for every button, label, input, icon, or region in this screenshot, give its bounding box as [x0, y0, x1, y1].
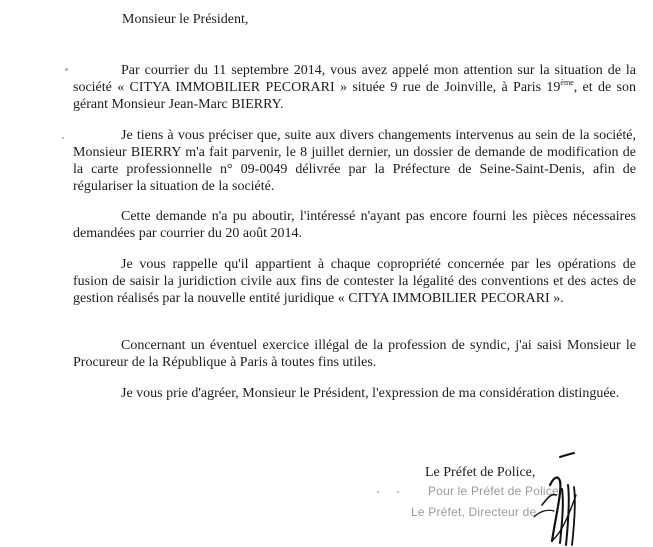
paragraph-6: Je vous prie d'agréer, Monsieur le Président, l'expression de ma considération distinguée. [121, 386, 620, 401]
paragraph-3: Cette demande n'a pu aboutir, l'intéressé n'ayant pas encore fourni les pièces nécessaires demandées par courrier du 20 août 2014. [73, 209, 636, 241]
paragraph-5: Concernant un éventuel exercice illégal de la profession de syndic, j'ai saisi Monsieur le Procureur de la République à Paris à toutes fins utiles. [73, 338, 636, 370]
handwritten-signature [490, 445, 610, 547]
paragraph-1-text-end: , et de son gérant Monsieur Jean-Marc BIERRY. [73, 80, 636, 112]
scan-speck [62, 137, 64, 139]
scan-speck [397, 491, 399, 493]
paragraph-1-text: Par courrier du 11 septembre 2014, vous avez appelé mon attention sur la situation de la société « CITYA IMMOBILIER PECORARI » située 9 rue de Joinville, à Paris 19 [73, 63, 636, 95]
salutation: Monsieur le Président, [122, 12, 249, 27]
scan-speck [377, 491, 379, 493]
scan-speck [65, 68, 68, 71]
superscript-ordinal: ème [560, 78, 574, 87]
paragraph-2: Je tiens à vous préciser que, suite aux divers changements intervenus au sein de la société, Monsieur BIERRY m'a fait parvenir, le 8 juillet dernier, un dossier de demande de modification de la carte professionnelle n° 09-0049 délivrée par la Préfecture de Seine-Saint-Denis, afin de régulariser la situation de la société. [73, 128, 636, 194]
paragraph-4: Je vous rappelle qu'il appartient à chaque copropriété concernée par les opérations de fusion de saisir la juridiction civile aux fins de contester la légalité des conventions et des actes de gestion réalisés par la nouvelle entité juridique « CITYA IMMOBILIER PECORARI ». [73, 257, 636, 306]
stamp-line-2: Le Préfet, Directeur de [411, 505, 537, 519]
stamp-line-1: Pour le Préfet de Police [428, 484, 559, 498]
paragraph-1 [73, 62, 636, 113]
signatory-title: Le Préfet de Police, [425, 465, 536, 480]
